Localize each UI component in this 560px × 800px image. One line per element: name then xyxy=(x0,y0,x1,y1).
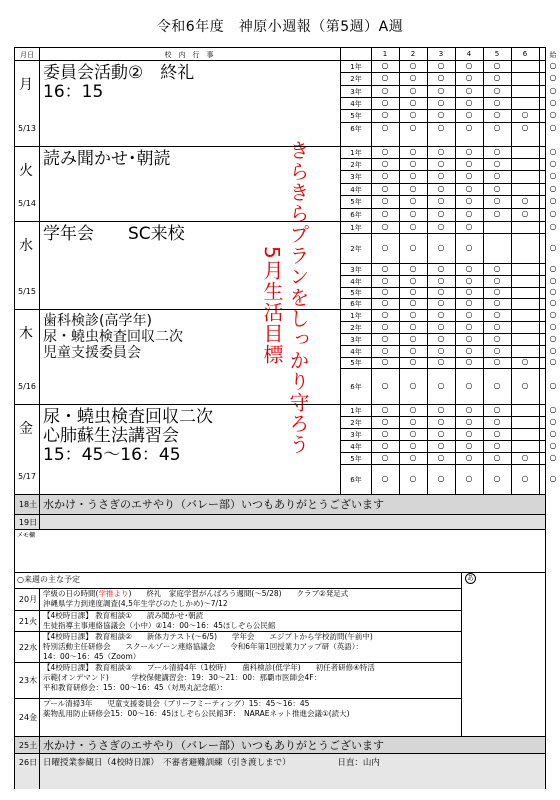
class-mark: ○ xyxy=(381,287,389,296)
class-mark: ○ xyxy=(549,309,557,319)
day-event: 尿・蟯虫検査回収二次 xyxy=(43,407,213,427)
next-week-line: 生徒指導主事連絡協議会（小中）②14：00〜16：45ほしぞら公民館 xyxy=(43,621,276,630)
row-divider xyxy=(15,753,545,754)
class-mark: ○ xyxy=(409,183,417,193)
day-divider xyxy=(15,494,545,495)
grade-label: 5年 xyxy=(350,112,362,120)
weekend-day-25: 25土 xyxy=(18,741,38,750)
class-mark: ○ xyxy=(381,146,389,156)
class-mark: ○ xyxy=(381,473,389,483)
next-week-line: 薬物乱用防止研修会15：00〜16：45ほしぞら公民館3F： NARAEネット推進会議①(読大) xyxy=(43,709,350,718)
class-mark: ○ xyxy=(409,275,417,285)
grade-label: 1年 xyxy=(350,311,362,320)
next-week-line: 14：00〜16：45（Zoom） xyxy=(43,652,141,661)
day-date: 5/16 xyxy=(18,382,36,391)
class-mark: ○ xyxy=(493,404,501,414)
date-col-header: 月日 xyxy=(20,51,34,59)
day-name: 水 xyxy=(19,238,33,254)
date-divider xyxy=(39,48,40,494)
class-mark: ○ xyxy=(381,452,389,462)
class-mark: ○ xyxy=(381,171,389,180)
class-mark: ○ xyxy=(437,73,445,82)
class-mark: ○ xyxy=(437,221,445,231)
weekend-day-19: 19日 xyxy=(18,518,38,527)
class-mark: ○ xyxy=(493,196,501,205)
weekend-25-text: 水かけ・うさぎのエサやり（バレー部）いつもありがとうございます xyxy=(43,739,384,752)
grade-label: 5年 xyxy=(350,198,362,206)
class-mark: ○ xyxy=(549,440,557,450)
grade-label: 2年 xyxy=(350,323,362,332)
class-mark: ○ xyxy=(437,298,445,307)
class-mark: ○ xyxy=(437,196,445,205)
grade-label: 5年 xyxy=(350,454,362,463)
class-mark: ○ xyxy=(437,275,445,285)
class-mark: ○ xyxy=(437,321,445,331)
class-mark: ○ xyxy=(549,97,557,107)
class-mark: ○ xyxy=(465,221,473,231)
class-mark: ○ xyxy=(437,380,445,390)
class-mark: ○ xyxy=(409,452,417,462)
grade-label: 2年 xyxy=(350,160,362,169)
class-mark: ○ xyxy=(493,97,501,107)
class-mark: ○ xyxy=(549,404,557,414)
class-mark: ○ xyxy=(465,357,473,366)
next-week-line: 平和教育研修会：15：00〜16：45（対馬丸記念館）： xyxy=(43,683,228,692)
class-mark: ○ xyxy=(493,60,501,70)
day-name: 木 xyxy=(19,326,33,342)
class-mark: ○ xyxy=(381,60,389,70)
class-mark: ○ xyxy=(549,221,557,231)
grade-label: 4年 xyxy=(350,347,362,356)
class-mark: ○ xyxy=(381,73,389,82)
grade-label: 4年 xyxy=(350,185,362,194)
day-name: 月 xyxy=(19,77,33,93)
grade-divider xyxy=(340,233,545,234)
class-mark: ○ xyxy=(521,110,529,119)
class-mark: ○ xyxy=(493,263,501,273)
class-mark: ○ xyxy=(409,85,417,95)
class-mark: ○ xyxy=(437,158,445,168)
class-mark: ○ xyxy=(549,158,557,168)
class-mark: ○ xyxy=(549,473,557,483)
next-week-line xyxy=(43,589,348,599)
grade-label: 1年 xyxy=(350,406,362,415)
class-mark: ○ xyxy=(521,357,529,366)
next-week-right-col xyxy=(461,588,462,736)
next-week-line: 【4校時日課】 教育相談③ プール清掃4年（1校時） 歯科検診(低学年) 初任者研修④特活 xyxy=(43,663,375,672)
class-mark: ○ xyxy=(493,146,501,156)
period-header-6: 6 xyxy=(522,50,528,58)
grade-label: 2年 xyxy=(350,75,362,83)
day-date: 5/14 xyxy=(18,199,36,208)
class-mark: ○ xyxy=(381,221,389,231)
class-mark: ○ xyxy=(521,473,529,483)
class-mark: ○ xyxy=(409,416,417,426)
day-event: 歯科検診(高学年) xyxy=(43,313,152,329)
class-mark: ○ xyxy=(437,473,445,483)
class-mark: ○ xyxy=(409,221,417,231)
class-mark: ○ xyxy=(549,242,557,252)
day-date: 5/17 xyxy=(18,472,36,481)
next-week-right-divider xyxy=(461,572,462,588)
day-name: 火 xyxy=(19,163,33,179)
class-mark: ○ xyxy=(381,380,389,390)
class-mark: ○ xyxy=(465,345,473,355)
class-mark: ○ xyxy=(437,416,445,426)
class-mark: ○ xyxy=(465,333,473,343)
class-mark: ○ xyxy=(465,110,473,119)
grade-label: 3年 xyxy=(350,173,362,181)
class-mark: ○ xyxy=(409,196,417,205)
weekend-day-18: 18土 xyxy=(18,500,38,509)
period-header-1: 1 xyxy=(382,50,388,58)
next-week-label: ○来週の主な予定 xyxy=(17,575,80,584)
banner-slogan: きらきらプランをしっかり守ろう xyxy=(286,140,310,455)
class-mark: ○ xyxy=(493,158,501,168)
class-mark: ○ xyxy=(409,97,417,107)
class-mark: ○ xyxy=(465,209,473,218)
class-mark: ○ xyxy=(381,298,389,307)
class-mark: ○ xyxy=(409,60,417,70)
class-mark: ○ xyxy=(549,110,557,119)
class-mark: ○ xyxy=(493,416,501,426)
next-week-line: 特別活動主任研修会 スクールゾーン連絡協議会 令和6年第1回授業力アップ研（英語）： xyxy=(43,642,363,651)
day-event: 尿・蟯虫検査回収二次 xyxy=(43,329,183,345)
class-mark: ○ xyxy=(493,287,501,296)
class-mark: ○ xyxy=(465,171,473,180)
class-mark: ○ xyxy=(493,473,501,483)
class-mark: ○ xyxy=(465,122,473,132)
weekend-26-text: 日曜授業参観日（4校時日課） 不審者避難訓練（引き渡しまで） 日直：山内 xyxy=(43,758,380,768)
class-mark: ○ xyxy=(549,171,557,180)
class-mark: ○ xyxy=(493,298,501,307)
class-mark: ○ xyxy=(465,309,473,319)
class-mark: ○ xyxy=(493,171,501,180)
day-event: 委員会活動② 終礼 xyxy=(43,63,195,83)
class-mark: ○ xyxy=(465,242,473,252)
class-mark: ○ xyxy=(381,110,389,119)
class-mark: ○ xyxy=(437,60,445,70)
day-event: 15：45〜16：45 xyxy=(43,445,181,465)
grade-label: 6年 xyxy=(350,300,362,308)
grade-label: 2年 xyxy=(350,418,362,427)
weekly-report-table xyxy=(14,47,557,789)
class-mark: ○ xyxy=(381,440,389,450)
grade-divider xyxy=(340,464,545,465)
class-mark: ○ xyxy=(381,97,389,107)
class-mark: ○ xyxy=(465,416,473,426)
next-week-highlight: 学推より xyxy=(98,589,129,598)
day-event: 学年会 SC来校 xyxy=(43,224,185,244)
class-mark: ○ xyxy=(381,122,389,132)
class-mark: ○ xyxy=(381,196,389,205)
class-mark: ○ xyxy=(493,321,501,331)
class-mark: ○ xyxy=(381,242,389,252)
class-mark: ○ xyxy=(437,183,445,193)
class-mark: ○ xyxy=(381,404,389,414)
class-mark: ○ xyxy=(549,428,557,438)
weekend-19-bg xyxy=(15,514,545,529)
class-mark: ○ xyxy=(493,357,501,366)
class-mark: ○ xyxy=(549,287,557,296)
class-mark: ○ xyxy=(493,209,501,218)
next-week-line: 示範(オンデマンド) 学校保健講習会：19：30〜21：00：那覇市医師会4F： xyxy=(43,673,322,682)
class-mark: ○ xyxy=(381,333,389,343)
period-header-5: 5 xyxy=(494,50,500,58)
class-mark: ○ xyxy=(493,380,501,390)
class-mark: ○ xyxy=(409,263,417,273)
day-name: 金 xyxy=(19,421,33,437)
events-col-header: 校 内 行 事 xyxy=(164,51,214,59)
class-mark: ○ xyxy=(381,357,389,366)
class-mark: ○ xyxy=(465,196,473,205)
class-mark: ○ xyxy=(437,357,445,366)
class-mark: ○ xyxy=(409,287,417,296)
next-week-day: 22水 xyxy=(18,642,38,652)
row-divider xyxy=(15,514,545,515)
class-mark: ○ xyxy=(465,287,473,296)
class-mark: ○ xyxy=(549,357,557,366)
class-mark: ○ xyxy=(493,333,501,343)
class-mark: ○ xyxy=(437,122,445,132)
grade-label: 4年 xyxy=(350,277,362,286)
class-mark: ○ xyxy=(549,345,557,355)
class-mark: ○ xyxy=(409,380,417,390)
class-mark: ○ xyxy=(409,298,417,307)
weekend-18-text: 水かけ・うさぎのエサやり（バレー部）いつもありがとうございます xyxy=(43,498,384,511)
class-mark: ○ xyxy=(409,171,417,180)
class-mark: ○ xyxy=(437,263,445,273)
page-title: 令和6年度 神原小週報（第5週）A週 xyxy=(156,19,404,35)
next-week-line: 沖縄県学力到達度調査(4,5年生学びのたしかめ)〜7/12 xyxy=(43,599,228,608)
grade-label: 6年 xyxy=(350,211,362,219)
class-mark: ○ xyxy=(493,183,501,193)
next-week-line: プール清掃3年 児童支援委員会（ブリーフミーティング）15：45〜16：45 xyxy=(43,699,310,708)
row-divider xyxy=(15,529,545,530)
day-event: 心肺蘇生法講習会 xyxy=(43,426,179,446)
class-mark: ○ xyxy=(409,110,417,119)
next-week-day: 23木 xyxy=(18,676,38,685)
class-mark: ○ xyxy=(549,452,557,462)
class-mark: ○ xyxy=(465,380,473,390)
class-mark: ○ xyxy=(549,146,557,156)
class-mark: ○ xyxy=(381,345,389,355)
class-mark: ○ xyxy=(549,85,557,95)
class-mark: ○ xyxy=(437,97,445,107)
class-mark: ○ xyxy=(549,73,557,82)
class-mark: ○ xyxy=(493,452,501,462)
class-mark: ○ xyxy=(437,146,445,156)
class-mark: ○ xyxy=(549,298,557,307)
grade-label: 4年 xyxy=(350,99,362,108)
class-mark: ○ xyxy=(409,146,417,156)
class-mark: ○ xyxy=(549,333,557,343)
class-mark: ○ xyxy=(465,275,473,285)
next-week-day: 24金 xyxy=(18,713,38,722)
class-mark: ○ xyxy=(409,209,417,218)
class-mark: ○ xyxy=(493,73,501,82)
class-mark: ○ xyxy=(465,97,473,107)
class-mark: ○ xyxy=(493,345,501,355)
row-divider xyxy=(15,572,545,573)
next-week-text: ) 終礼 家庭学習がんばろう週間(〜5/28) クラブ②発足式 xyxy=(128,589,349,598)
grade-label: 6年 xyxy=(350,382,362,391)
class-mark: ○ xyxy=(437,242,445,252)
next-week-line: 【4校時日課】 教育相談② 新体力テスト(〜6/5) 学年会 エジプトから学校訪問(午前中) xyxy=(43,632,373,641)
class-mark: ○ xyxy=(381,263,389,273)
class-mark: ○ xyxy=(437,85,445,95)
class-mark: ○ xyxy=(465,85,473,95)
day-date: 5/13 xyxy=(18,124,36,133)
class-mark: ○ xyxy=(549,380,557,390)
class-mark: ○ xyxy=(465,440,473,450)
class-mark: ○ xyxy=(493,110,501,119)
class-mark: ○ xyxy=(521,122,529,132)
class-mark: ○ xyxy=(437,110,445,119)
class-mark: ○ xyxy=(465,263,473,273)
class-mark: ○ xyxy=(493,275,501,285)
weekend-date-divider xyxy=(39,494,40,529)
grade-label: 3年 xyxy=(350,87,362,96)
class-mark: ○ xyxy=(409,158,417,168)
next-week-day: 21火 xyxy=(18,616,38,626)
weekend-day-26: 26日 xyxy=(18,758,38,767)
class-mark: ○ xyxy=(437,428,445,438)
memo-label: メモ欄 xyxy=(17,532,36,539)
class-mark: ○ xyxy=(493,122,501,132)
class-mark: ○ xyxy=(465,146,473,156)
class-mark: ○ xyxy=(521,196,529,205)
grade-label: 3年 xyxy=(350,265,362,274)
class-mark: ○ xyxy=(409,122,417,132)
class-mark: ○ xyxy=(549,275,557,285)
period-header-2: 2 xyxy=(410,50,416,58)
class-mark: ○ xyxy=(493,85,501,95)
class-mark: ○ xyxy=(409,73,417,82)
class-mark: ○ xyxy=(381,275,389,285)
banner-monthly-goal: 5月生活目標 xyxy=(260,246,284,365)
next-week-line: 【4校時日課】 教育相談① 読み聞かせ･朝読 xyxy=(43,611,204,620)
grade-label: 3年 xyxy=(350,335,362,344)
day-event: 読み聞かせ･朝読 xyxy=(43,149,171,169)
class-mark: ○ xyxy=(493,440,501,450)
period-header-3: 3 xyxy=(438,50,444,58)
class-mark: ○ xyxy=(437,333,445,343)
class-mark: ○ xyxy=(549,60,557,70)
class-mark: ○ xyxy=(465,404,473,414)
grade-label: 1年 xyxy=(350,223,362,232)
class-mark: ○ xyxy=(409,345,417,355)
class-mark: ○ xyxy=(381,309,389,319)
class-mark: ○ xyxy=(549,209,557,218)
class-mark: ○ xyxy=(381,416,389,426)
class-mark: ○ xyxy=(381,183,389,193)
class-mark: ○ xyxy=(437,345,445,355)
period-header-4: 4 xyxy=(466,50,472,58)
class-mark: ○ xyxy=(409,428,417,438)
next-week-mark: あ xyxy=(467,574,474,582)
class-mark: ○ xyxy=(549,416,557,426)
class-mark: ○ xyxy=(409,242,417,252)
class-mark: ○ xyxy=(381,209,389,218)
class-mark: ○ xyxy=(465,60,473,70)
class-mark: ○ xyxy=(381,428,389,438)
class-mark: ○ xyxy=(409,309,417,319)
grade-label: 1年 xyxy=(350,62,362,71)
class-mark: ○ xyxy=(409,473,417,483)
class-mark: ○ xyxy=(437,404,445,414)
class-mark: ○ xyxy=(437,309,445,319)
class-mark: ○ xyxy=(465,473,473,483)
class-mark: ○ xyxy=(549,321,557,331)
grade-divider xyxy=(340,368,545,369)
class-mark: ○ xyxy=(493,309,501,319)
class-mark: ○ xyxy=(549,196,557,205)
class-mark: ○ xyxy=(437,209,445,218)
class-mark: ○ xyxy=(465,428,473,438)
grade-label: 3年 xyxy=(350,430,362,439)
day-event: 児童支援委員会 xyxy=(43,345,141,361)
class-mark: ○ xyxy=(521,380,529,390)
grade-label: 1年 xyxy=(350,148,362,157)
class-mark: ○ xyxy=(465,321,473,331)
class-mark: ○ xyxy=(409,440,417,450)
class-mark: ○ xyxy=(465,73,473,82)
next-week-text: 学級の日の時間( xyxy=(43,589,99,598)
class-mark: ○ xyxy=(381,321,389,331)
class-mark: ○ xyxy=(465,158,473,168)
class-mark: ○ xyxy=(549,263,557,273)
class-mark: ○ xyxy=(493,428,501,438)
day-date: 5/15 xyxy=(18,287,36,296)
class-mark: ○ xyxy=(381,158,389,168)
class-mark: ○ xyxy=(521,452,529,462)
class-mark: ○ xyxy=(437,452,445,462)
class-mark: ○ xyxy=(465,183,473,193)
class-mark: ○ xyxy=(549,122,557,132)
grade-label: 6年 xyxy=(350,124,362,133)
next-week-day: 20月 xyxy=(18,595,38,604)
class-mark: ○ xyxy=(465,298,473,307)
grade-label: 5年 xyxy=(350,359,362,367)
period-header-7: 給 xyxy=(549,51,557,59)
grade-label: 4年 xyxy=(350,442,362,451)
day-event: 16：15 xyxy=(43,82,104,102)
class-mark: ○ xyxy=(409,357,417,366)
class-mark: ○ xyxy=(381,85,389,95)
class-mark: ○ xyxy=(409,321,417,331)
grade-label: 5年 xyxy=(350,289,362,297)
grade-label: 2年 xyxy=(350,244,362,253)
class-mark: ○ xyxy=(521,209,529,218)
class-mark: ○ xyxy=(465,452,473,462)
class-mark: ○ xyxy=(437,287,445,296)
class-mark: ○ xyxy=(549,183,557,193)
class-mark: ○ xyxy=(437,171,445,180)
class-mark: ○ xyxy=(409,333,417,343)
grade-label: 6年 xyxy=(350,475,362,484)
class-mark: ○ xyxy=(437,440,445,450)
class-mark: ○ xyxy=(409,404,417,414)
